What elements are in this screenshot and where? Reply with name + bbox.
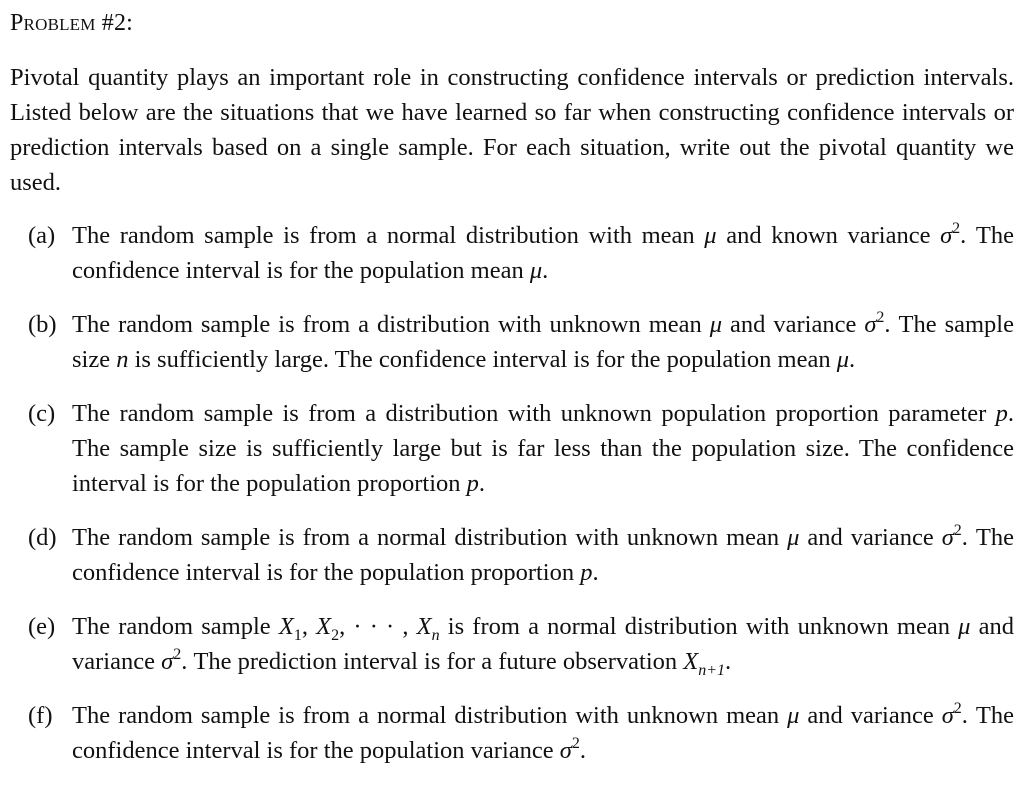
item-label-b: (b) xyxy=(28,311,57,338)
item-f-text-3: . The confidence interval is for the population variance xyxy=(72,702,1014,764)
item-f-text-2: and variance xyxy=(799,702,942,729)
list-item-d xyxy=(10,520,1014,590)
item-d-text-1: The random sample is from a normal distribution with unknown mean xyxy=(72,524,788,551)
item-e-text-4: . The prediction interval is for a future observation xyxy=(181,648,684,675)
item-label-e: (e) xyxy=(28,613,56,640)
item-a-text-2: and known variance xyxy=(716,222,941,249)
intro-paragraph: Pivotal quantity plays an important role in constructing confidence intervals or prediction intervals. Listed below are the situations that we have learned so far when constructing confidence intervals or prediction intervals based on a single sample. For each situation, write out the pivotal quantity we used. xyxy=(10,64,1014,196)
problem-title: Problem #2: xyxy=(10,10,134,36)
item-d-text-4: . xyxy=(592,559,599,586)
item-c-text-1: The random sample is from a distribution with unknown population proportion parameter xyxy=(72,400,996,427)
item-e-text-5: . xyxy=(725,648,732,675)
item-e-sub-2: 2 xyxy=(331,627,340,644)
item-f-text-1: The random sample is from a normal distribution with unknown mean xyxy=(72,702,788,729)
item-b-text-2: and variance xyxy=(722,311,865,338)
list-item-c xyxy=(10,396,1014,501)
item-a-sigma: σ xyxy=(940,222,953,249)
item-b-exponent: 2 xyxy=(876,309,885,326)
item-e-sub-n: n xyxy=(431,627,440,644)
list-item-f xyxy=(10,698,1014,768)
item-e-mu: μ xyxy=(958,613,971,640)
item-b-text-1: The random sample is from a distribution with unknown mean xyxy=(72,311,710,338)
item-d-text-2: and variance xyxy=(799,524,942,551)
item-e-x-2: X xyxy=(316,613,332,640)
item-b-mu-1: μ xyxy=(709,311,723,338)
list-item-a xyxy=(10,218,1014,288)
item-e-x-n: X xyxy=(416,613,432,640)
item-label-c: (c) xyxy=(28,400,56,427)
item-e-sub-n-plus-1: n+1 xyxy=(698,662,726,679)
item-a-exponent: 2 xyxy=(952,220,961,237)
item-label-d: (d) xyxy=(28,524,57,551)
item-d-p: p xyxy=(580,559,593,586)
item-b-mu-2: μ xyxy=(836,346,850,373)
item-e-dots: , · · · , xyxy=(339,613,417,640)
item-a-text-1: The random sample is from a normal distribution with mean xyxy=(72,222,705,249)
list-item-b xyxy=(10,307,1014,377)
item-d-exponent: 2 xyxy=(953,522,962,539)
item-f-text-4: . xyxy=(579,737,586,764)
item-e-exponent: 2 xyxy=(173,646,182,663)
item-label-f: (f) xyxy=(28,702,53,729)
list-item-e xyxy=(10,609,1014,679)
situation-list xyxy=(10,218,1014,768)
item-e-text-1: The random sample xyxy=(72,613,279,640)
item-e-x-1: X xyxy=(278,613,294,640)
item-f-exponent-1: 2 xyxy=(953,700,962,717)
item-d-mu-1: μ xyxy=(787,524,800,551)
item-c-p-2: p xyxy=(466,470,479,497)
item-d-text-3: . The confidence interval is for the population proportion xyxy=(72,524,1014,586)
item-f-sigma-1: σ xyxy=(941,702,954,729)
item-e-sub-1: 1 xyxy=(293,627,302,644)
item-b-n: n xyxy=(116,346,129,373)
document-page xyxy=(10,0,1014,768)
item-f-exponent-2: 2 xyxy=(571,735,580,752)
item-b-text-4: is sufficiently large. The confidence interval is for the population mean xyxy=(128,346,837,373)
item-f-sigma-2: σ xyxy=(559,737,572,764)
item-e-sigma: σ xyxy=(161,648,174,675)
item-c-text-2: . The sample size is sufficiently large but is far less than the population size. The confidence interval is for the population proportion xyxy=(72,400,1014,497)
item-b-text-3: . The sample size xyxy=(72,311,1014,373)
item-b-sigma: σ xyxy=(864,311,877,338)
item-e-x-future: X xyxy=(683,648,699,675)
item-label-a: (a) xyxy=(28,222,56,249)
item-d-sigma: σ xyxy=(941,524,954,551)
item-e-text-3: and variance xyxy=(72,613,1015,675)
item-a-mu-2: μ xyxy=(529,257,543,284)
item-a-text-4: . xyxy=(542,257,549,284)
item-c-p-1: p xyxy=(995,400,1008,427)
item-a-mu-1: μ xyxy=(704,222,717,249)
item-a-text-3: . The confidence interval is for the population mean xyxy=(72,222,1014,284)
item-e-comma: , xyxy=(301,613,317,640)
item-c-text-3: . xyxy=(478,470,486,497)
item-f-mu: μ xyxy=(787,702,800,729)
item-b-text-5: . xyxy=(849,346,856,373)
item-e-text-2: is from a normal distribution with unknown mean xyxy=(439,613,959,640)
